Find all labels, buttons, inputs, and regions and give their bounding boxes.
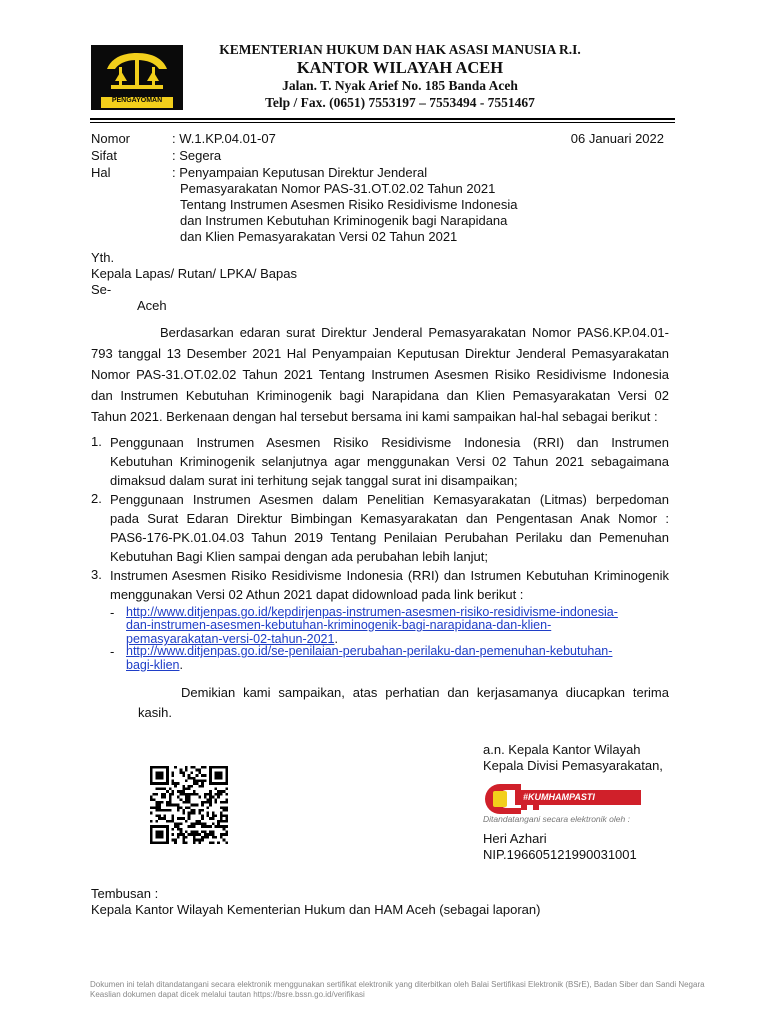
nomor-value: : W.1.KP.04.01-07 [172,131,276,146]
link-line[interactable]: http://www.ditjenpas.go.id/kepdirjenpas-instrumen-asesmen-risiko-residivisme-indonesia- [126,605,618,619]
list-number: 1. [91,434,102,449]
recipient-yth: Yth. [91,250,115,265]
link-line[interactable]: bagi-klien [126,658,180,672]
link-line[interactable]: pemasyarakatan-versi-02-tahun-2021 [126,632,335,646]
intro-paragraph [91,323,669,427]
hal-label: Hal [91,165,111,180]
link-trail: . [179,658,183,672]
signer-name: Heri Azhari [483,831,547,846]
recipient-to: Kepala Lapas/ Rutan/ LPKA/ Bapas [91,266,297,281]
tembusan-text: Kepala Kantor Wilayah Kementerian Hukum dan HAM Aceh (sebagai laporan) [91,902,541,917]
letterhead-rule [90,118,675,120]
list-item-line: Instrumen Asesmen Risiko Residivisme Indonesia (RRI) dan Istrumen Kebutuhan Kriminogenik [110,568,669,583]
nomor-label: Nomor [91,131,131,146]
link-dash: - [110,644,115,659]
footer-note-1: Dokumen ini telah ditandatangani secara elektronik menggunakan sertifikat elektronik yang diterbitkan oleh Balai Sertifikasi Elektronik (BSrE), Badan Siber dan Sandi Negara [90,980,705,989]
letter-date: 06 Januari 2022 [570,131,664,146]
intro-line: Berdasarkan edaran surat Direktur Jenderal Pemasyarakatan Nomor PAS6.KP.04.01- [160,325,669,340]
download-link-rri[interactable] [126,606,618,646]
closing-line [181,683,669,702]
hal-line: dan Klien Pemasyarakatan Versi 02 Tahun 2021 [180,229,458,244]
letterhead-rule-thin [90,122,675,123]
recipient-place: Aceh [137,298,167,313]
stamp-text: #KUMHAMPASTI [523,792,595,802]
sifat-label: Sifat [91,148,118,163]
ministry-name: KEMENTERIAN HUKUM DAN HAK ASASI MANUSIA R.I. [219,42,581,57]
list-item-line: PAS6-176-PK.01.04.03 Tahun 2019 Tentang Penilaian Perubahan Perilaku dan Pemenuhan [110,530,669,545]
list-item-line: Penggunaan Instrumen Asesmen Risiko Residivisme Indonesia (RRI) dan Instrumen [110,435,669,450]
office-address: Jalan. T. Nyak Arief No. 185 Banda Aceh [282,78,518,93]
hal-line: : Penyampaian Keputusan Direktur Jenderal [172,165,428,180]
list-item-line: dimaksud dalam surat ini terhitung sejak tanggal surat ini disampaikan; [110,473,518,488]
list-item [110,490,669,566]
closing-line-end: kasih. [138,705,172,720]
link-line[interactable]: dan-instrumen-asesmen-kebutuhan-kriminogenik-bagi-narapidana-dan-klien- [126,618,552,632]
link-trail: . [334,632,338,646]
intro-line: Nomor PAS-31.OT.02.02 Tahun 2021 Tentang Instrumen Asesmen Risiko Residivisme Indonesia [91,367,669,382]
closing-text: Demikian kami sampaikan, atas perhatian dan kerjasamanya diucapkan terima [181,685,669,700]
footer-note-2: Keaslian dokumen dapat dicek melalui tautan https://bsre.bssn.go.id/verifikasi [90,990,365,999]
list-number: 2. [91,491,102,506]
signature-title-1: a.n. Kepala Kantor Wilayah [483,742,641,757]
tembusan-label: Tembusan : [91,886,159,901]
list-item-line: Kebutuhan Kriminogenik selanjutnya agar menggunakan Versi 02 Tahun 2021 sebagaimana [110,454,669,469]
list-item [110,566,669,604]
list-item-line: menggunakan Versi 02 Athun 2021 dapat didownload pada link berikut : [110,587,524,602]
hal-line: Tentang Instrumen Asesmen Risiko Residivisme Indonesia [180,197,518,212]
intro-line: Tahun 2021. Berkenaan dengan hal tersebut bersama ini kami sampaikan hal-hal sebagai berikut : [91,409,658,424]
list-number: 3. [91,567,102,582]
list-item-line: Kebutuhan Bagi Klien sampai dengan ada perubahan lebih lanjut; [110,549,489,564]
office-phone: Telp / Fax. (0651) 7553197 – 7553494 - 7551467 [265,95,535,110]
hal-line: Pemasyarakatan Nomor PAS-31.OT.02.02 Tahun 2021 [180,181,496,196]
signer-nip: NIP.196605121990031001 [483,847,637,862]
intro-line: 793 tanggal 13 Desember 2021 Hal Penyampaian Keputusan Direktur Jenderal Pemasyarakatan [91,346,669,361]
signed-electronically-note: Ditandatangani secara elektronik oleh : [483,814,630,824]
logo-caption: PENGAYOMAN [111,97,163,104]
link-dash: - [110,605,115,620]
recipient-se: Se- [91,282,112,297]
list-item [110,433,669,490]
download-link-klien[interactable] [126,645,612,672]
kumhampasti-stamp [481,780,641,818]
signature-title-2: Kepala Divisi Pemasyarakatan, [483,758,663,773]
hal-line: dan Instrumen Kebutuhan Kriminogenik bagi Narapidana [180,213,508,228]
list-item-line: pada Surat Edaran Direktur Bimbingan Kemasyarakatan dan Pengentasan Anak Nomor : [110,511,669,526]
office-name: KANTOR WILAYAH ACEH [296,58,504,77]
sifat-value: : Segera [172,148,222,163]
list-item-line: Penggunaan Instrumen Asesmen dalam Penelitian Kemasyarakatan (Litmas) berpedoman [110,492,669,507]
qr-code-icon [150,766,228,844]
link-line[interactable]: http://www.ditjenpas.go.id/se-penilaian-perubahan-perilaku-dan-pemenuhan-kebutuhan- [126,644,613,658]
intro-line: dan Instrumen Kebutuhan Kriminogenik bagi Narapidana dan Klien Pemasyarakatan Versi 02 [91,388,669,403]
